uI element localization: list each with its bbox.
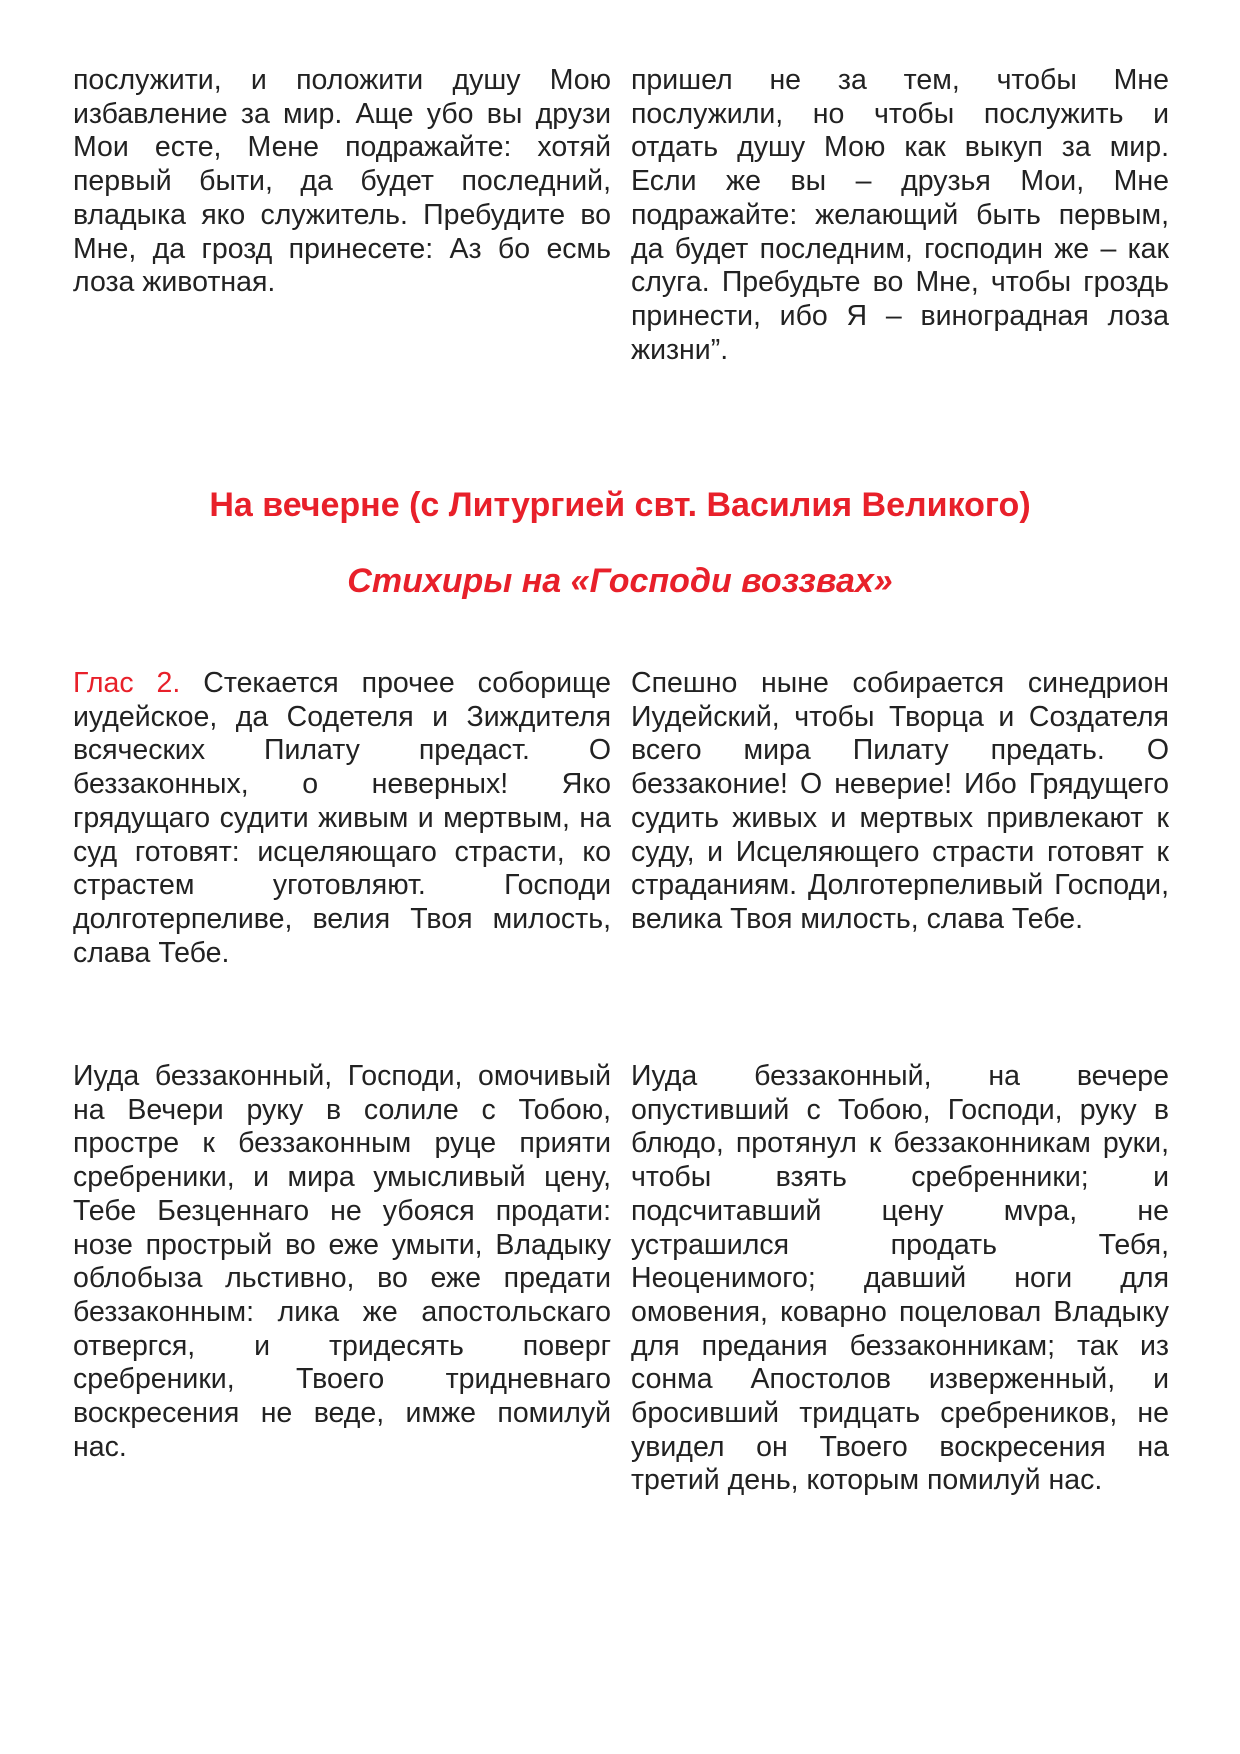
sticheron-2-right-column [631, 1060, 1169, 1498]
sticheron-2-left-column [73, 1060, 611, 1464]
top-right-paragraph: пришел не за тем, чтобы Мне послужили, но чтобы послужить и отдать душу Мою как выкуп за мир. Если же вы – друзья Мои, Мне подражайте: желающий быть первым, да будет последним, господин же – как слуга. Пребудьте во Мне, чтобы гроздь принести, ибо Я – виноградная лоза жизни”. [631, 64, 1169, 366]
top-left-paragraph: послужити, и положити душу Мою избавление за мир. Аще убо вы друзи Мои есте, Мене подражайте: хотяй первый быти, да будет последний, владыка яко служитель. Пребудите во Мне, да грозд принесете: Аз бо есмь лоза животная. [73, 64, 611, 299]
sticheron-1-left-column [73, 667, 611, 970]
sticheron-1-church-slavonic [73, 667, 611, 970]
top-left-column [73, 64, 611, 300]
sticheron-2-russian: Иуда беззаконный, на вечере опустивший с Тобою, Господи, руку в блюдо, протянул к беззаконникам руки, чтобы взять сребренники; и подсчитавший цену мvра, не устрашился продать Тебя, Неоценимого; давший ноги для омовения, коварно поцеловал Владыку для предания беззаконникам; так из сонма Апостолов изверженный, и бросивший тридцать сребреников, не увидел он Твоего воскресения на третий день, которым помилуй нас. [631, 1060, 1169, 1497]
sticheron-1-left-text: Стекается прочее соборище иудейское, да Содетеля и Зиждителя всяческих Пилату предаст. О беззаконных, о неверных! Яко грядущаго судити живым и мертвым, на суд готовят: исцеляющаго страсти, ко страстем уготовляют. Господи долготерпеливе, велия Твоя милость, слава Тебе. [73, 667, 612, 969]
sticheron-1-russian: Спешно ныне собирается синедрион Иудейский, чтобы Творца и Создателя всего мира Пилату предать. О беззаконие! О неверие! Ибо Грядущего судить живых и мертвых привлекают к суду, и Исцеляющего страсти готовят к страданиям. Долготерпеливый Господи, велика Твоя милость, слава Тебе. [631, 667, 1169, 935]
section-title: На вечерне (с Литургией свт. Василия Великого) [209, 486, 1031, 524]
top-right-column [631, 64, 1169, 367]
section-subtitle: Стихиры на «Господи воззвах» [347, 562, 893, 600]
glas-label: Глас 2. [73, 667, 181, 699]
sticheron-1-right-column [631, 667, 1169, 937]
sticheron-2-church-slavonic: Иуда беззаконный, Господи, омочивый на Вечери руку в солиле с Тобою, простре к беззаконным руце прияти сребреники, и мира умысливый цену, Тебе Безценнаго не убояся продати: нозе прострый во еже умыти, Владыку облобыза льстивно, во еже предати беззаконным: лика же апостольскаго отвергся, и тридесять поверг сребреники, Твоего тридневнаго воскресения не веде, имже помилуй нас. [73, 1060, 611, 1463]
